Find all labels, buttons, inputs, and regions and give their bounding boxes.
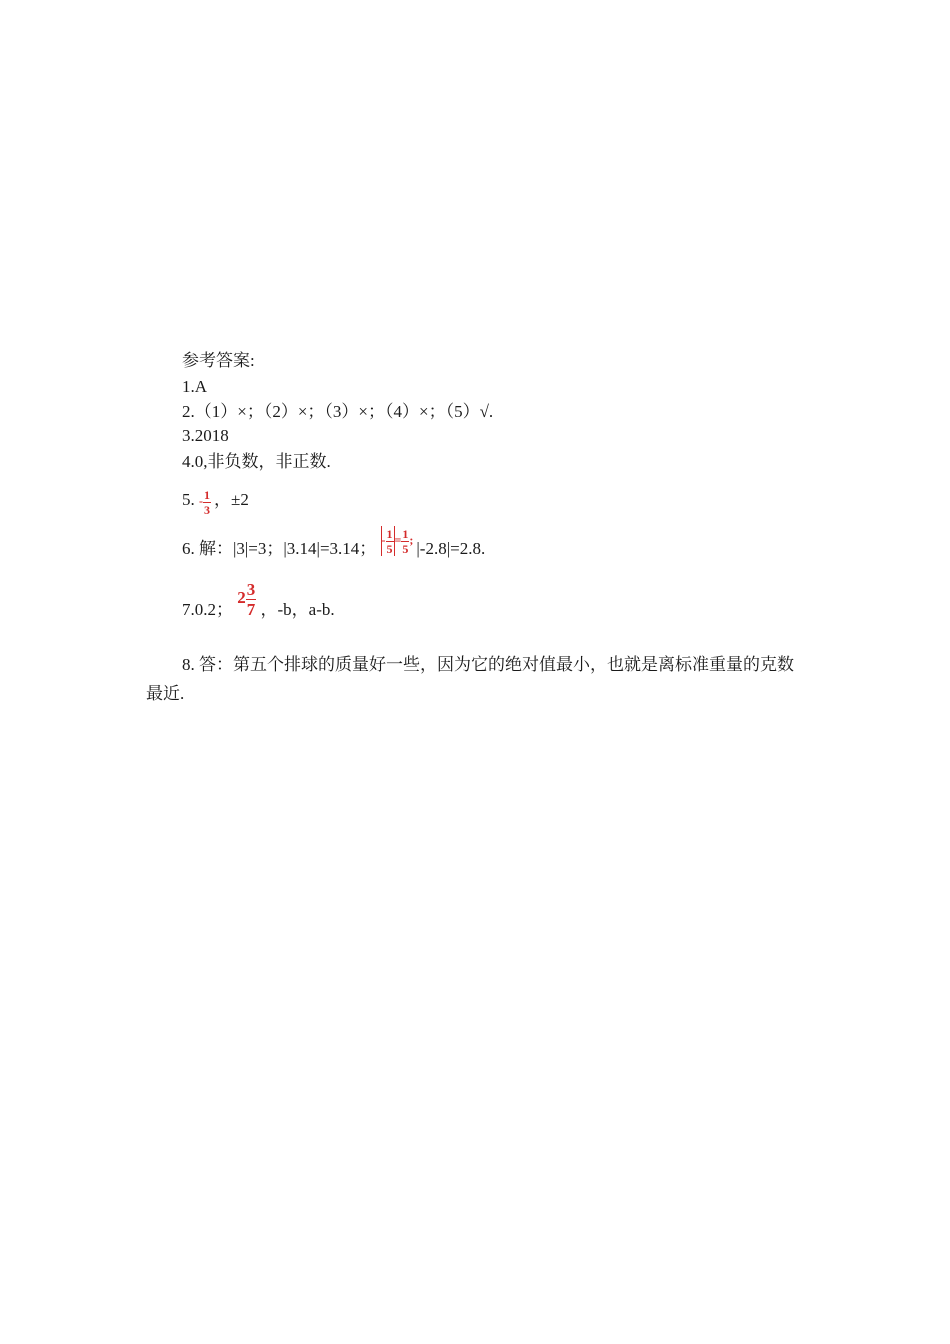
answer-7	[182, 580, 335, 640]
answer-6-frac-den: 5	[386, 541, 393, 556]
answer-5-suffix: ，±2	[214, 490, 249, 509]
answer-6-eq: =	[394, 533, 402, 547]
answer-1: 1.A	[182, 377, 208, 396]
answer-3: 3.2018	[182, 426, 229, 445]
answer-8: 8. 答：第五个排球的质量好一些，因为它的绝对值最小，也就是离标准重量的克数最近.	[146, 655, 794, 703]
answer-6-prefix: 6. 解：|3|=3；|3.14|=3.14；	[182, 539, 377, 558]
answer-5-prefix: 5.	[182, 490, 195, 509]
answer-7-frac-num: 3	[246, 579, 256, 599]
answer-6-suffix: |-2.8|=2.8.	[416, 539, 486, 558]
answer-7-whole: 2	[237, 588, 246, 607]
answer-4: 4.0,非负数，非正数.	[182, 452, 331, 471]
answer-6-frac2-den: 5	[402, 541, 409, 556]
answer-7-suffix: ，-b，a-b.	[260, 600, 335, 619]
answer-5-frac-sign: -	[199, 494, 203, 508]
answer-5-frac-num: 1	[204, 487, 210, 502]
answer-5	[182, 480, 249, 521]
answer-6-frac-num: 1	[386, 526, 393, 541]
answers-heading: 参考答案:	[182, 351, 255, 370]
answer-5-frac-den: 3	[204, 502, 210, 517]
answer-7-frac-den: 7	[246, 599, 256, 619]
answer-5-fraction	[199, 487, 214, 517]
answer-7-prefix: 7.0.2；	[182, 600, 233, 619]
answer-6-frac2-num: 1	[402, 526, 409, 541]
answer-6-frac-sign: -	[381, 533, 386, 547]
answer-6-semicolon: ;	[409, 533, 414, 547]
answer-7-mixed-number	[237, 579, 260, 619]
answer-2: 2.（1）×；（2）×；（3）×；（4）×；（5）√.	[182, 402, 494, 421]
answer-6	[182, 528, 485, 571]
answer-6-abs-expression	[381, 526, 417, 556]
